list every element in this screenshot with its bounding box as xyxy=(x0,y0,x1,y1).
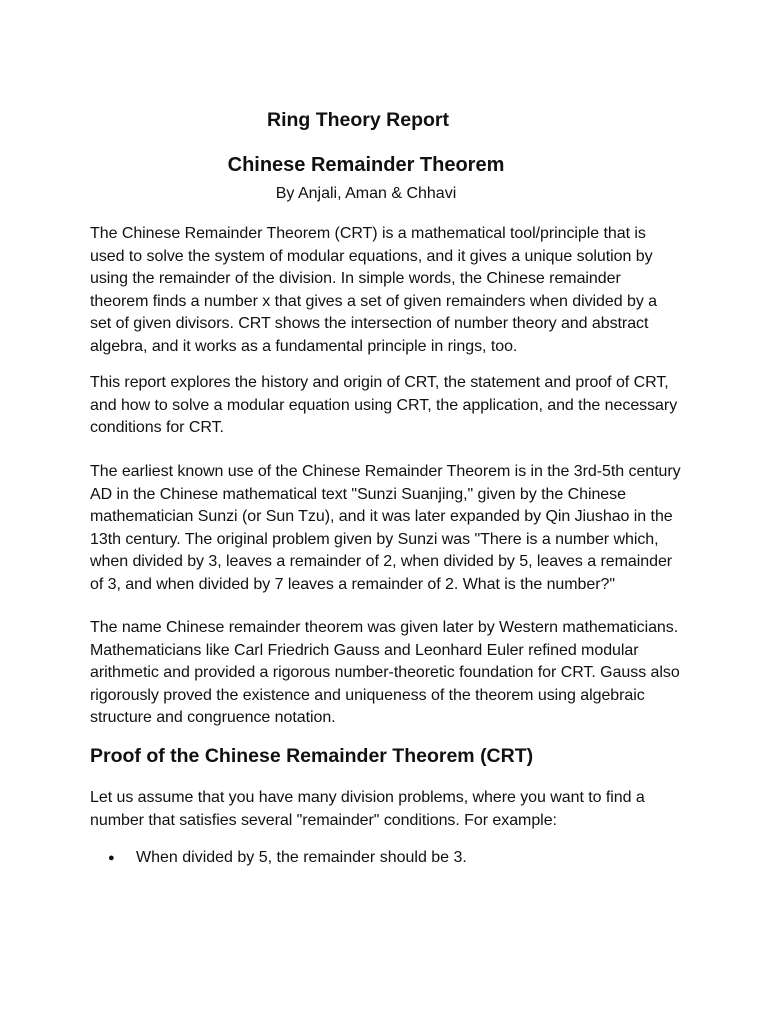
document-title: Ring Theory Report xyxy=(266,109,449,131)
document-subtitle: Chinese Remainder Theorem xyxy=(227,154,505,176)
naming-paragraph: The name Chinese remainder theorem was given later by Western mathematicians. Mathematicians like Carl Friedrich Gauss and Leonhard Euler refined modular arithmetic and provided a rigorous number-theoretic foundation for CRT. Gauss also rigorously proved the existence and uniqueness of the theorem using algebraic structure and congruence notation. xyxy=(90,619,680,727)
condition-list xyxy=(108,847,467,871)
proof-section-heading: Proof of the Chinese Remainder Theorem (CRT) xyxy=(90,745,534,767)
proof-intro-paragraph: Let us assume that you have many division problems, where you want to find a number that satisfies several "remainder" conditions. For example: xyxy=(90,789,645,829)
list-item-text: When divided by 5, the remainder should be 3. xyxy=(136,849,467,866)
scope-paragraph: This report explores the history and origin of CRT, the statement and proof of CRT, and how to solve a modular equation using CRT, the application, and the necessary conditions for CRT. xyxy=(90,374,678,437)
list-item xyxy=(108,847,467,871)
history-paragraph: The earliest known use of the Chinese Remainder Theorem is in the 3rd-5th century AD in the Chinese mathematical text "Sunzi Suanjing," given by the Chinese mathematician Sunzi (or Sun Tzu), and it was later expanded by Qin Jiushao in the 13th century. The original problem given by Sunzi was "There is a number which, when divided by 3, leaves a remainder of 2, when divided by 5, leaves a remainder of 3, and when divided by 7 leaves a remainder of 2. What is the number?" xyxy=(90,463,681,593)
author-byline: By Anjali, Aman & Chhavi xyxy=(275,185,457,202)
intro-paragraph: The Chinese Remainder Theorem (CRT) is a mathematical tool/principle that is used to solve the system of modular equations, and it gives a unique solution by using the remainder of the division. In simple words, the Chinese remainder theorem finds a number x that gives a set of given remainders when divided by a set of given divisors. CRT shows the intersection of number theory and abstract algebra, and it works as a fundamental principle in rings, too. xyxy=(90,225,658,355)
bullet-icon: ● xyxy=(108,852,115,864)
